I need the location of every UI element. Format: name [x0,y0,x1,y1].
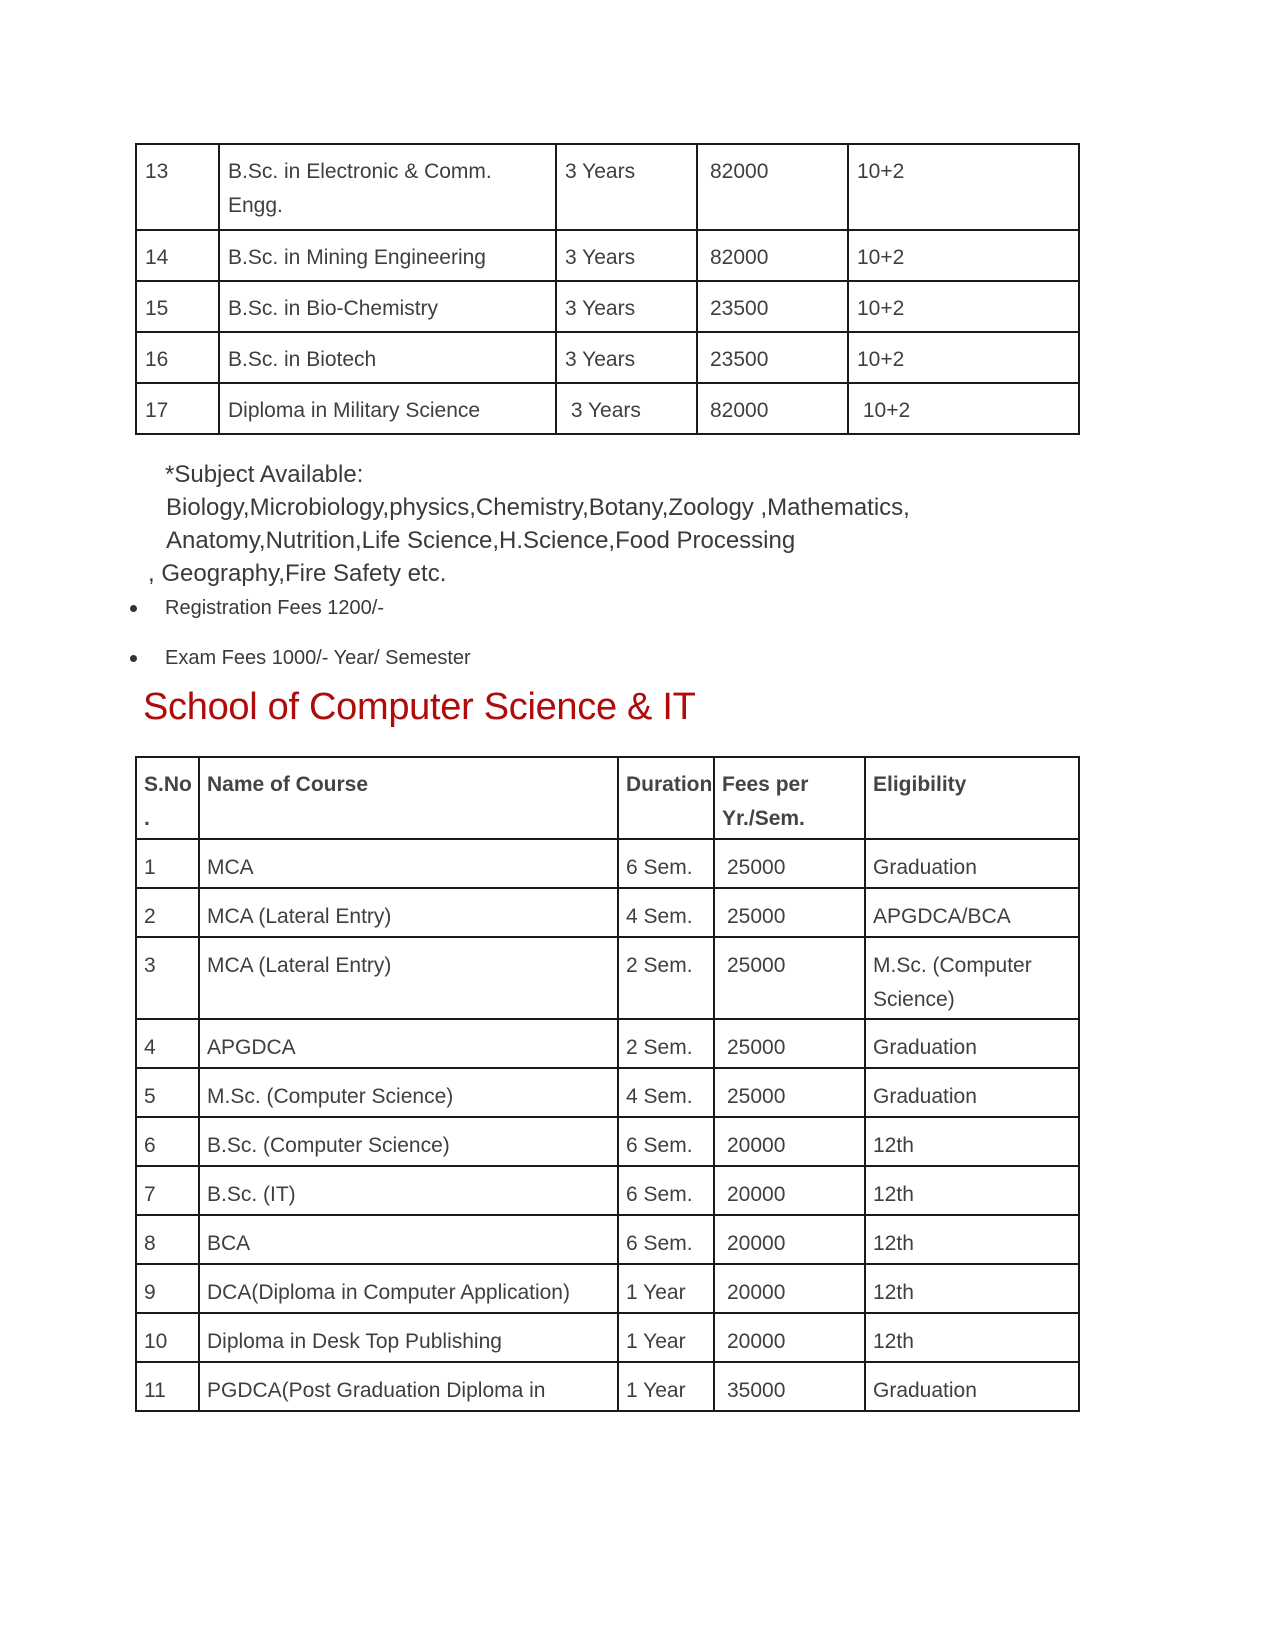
course-duration: 6 Sem. [618,839,714,888]
serial-number: 8 [136,1215,199,1264]
table-row [136,1068,1079,1117]
course-name: B.Sc. in Electronic & Comm. Engg. [219,144,556,230]
table-row [136,230,1079,281]
table-row [136,1117,1079,1166]
course-name: Diploma in Military Science [219,383,556,434]
table-row [136,1264,1079,1313]
subjects-line: Anatomy,Nutrition,Life Science,H.Science,Food Processing [166,527,796,554]
course-eligibility: 10+2 [848,230,1079,281]
course-eligibility: M.Sc. (Computer Science) [865,937,1079,1019]
course-fees: 20000 [714,1215,865,1264]
serial-number: 5 [136,1068,199,1117]
course-duration: 1 Year [618,1362,714,1411]
course-fees: 20000 [714,1313,865,1362]
course-duration: 2 Sem. [618,937,714,1019]
course-name: B.Sc. in Bio-Chemistry [219,281,556,332]
list-item [128,595,471,645]
course-eligibility: Graduation [865,1019,1079,1068]
course-duration: 1 Year [618,1313,714,1362]
course-eligibility: Graduation [865,1362,1079,1411]
course-eligibility: 12th [865,1264,1079,1313]
course-eligibility: 10+2 [848,332,1079,383]
course-duration: 3 Years [556,144,697,230]
course-fees: 23500 [697,332,848,383]
serial-number: 15 [136,281,219,332]
course-fees: 25000 [714,937,865,1019]
course-fees: 25000 [714,1068,865,1117]
course-fees: 82000 [697,383,848,434]
serial-number: 7 [136,1166,199,1215]
subjects-available-note [148,458,1048,590]
course-duration: 3 Years [556,281,697,332]
course-name: MCA (Lateral Entry) [199,888,618,937]
course-name: Diploma in Desk Top Publishing [199,1313,618,1362]
header-fees: Fees per Yr./Sem. [714,757,865,839]
table-row [136,1166,1079,1215]
subjects-heading: *Subject Available: [165,461,364,488]
course-name: APGDCA [199,1019,618,1068]
serial-number: 14 [136,230,219,281]
course-eligibility: 12th [865,1215,1079,1264]
header-course-name: Name of Course [199,757,618,839]
course-eligibility: 10+2 [848,281,1079,332]
course-name: DCA(Diploma in Computer Application) [199,1264,618,1313]
course-eligibility: 12th [865,1166,1079,1215]
table-row [136,1215,1079,1264]
computer-science-courses-table [135,756,1080,1412]
course-eligibility: Graduation [865,839,1079,888]
course-name: B.Sc. (IT) [199,1166,618,1215]
fees-notes-list [128,595,471,695]
course-duration: 6 Sem. [618,1166,714,1215]
course-fees: 25000 [714,1019,865,1068]
serial-number: 2 [136,888,199,937]
exam-fees-note: Exam Fees 1000/- Year/ Semester [165,647,471,669]
table-row [136,383,1079,434]
course-duration: 4 Sem. [618,1068,714,1117]
table-row [136,1313,1079,1362]
serial-number: 4 [136,1019,199,1068]
serial-number: 17 [136,383,219,434]
table-row [136,281,1079,332]
bullet-icon [130,605,137,612]
table-row [136,1362,1079,1411]
serial-number: 13 [136,144,219,230]
serial-number: 3 [136,937,199,1019]
serial-number: 10 [136,1313,199,1362]
course-eligibility: 12th [865,1117,1079,1166]
course-fees: 35000 [714,1362,865,1411]
serial-number: 11 [136,1362,199,1411]
course-eligibility: 10+2 [848,144,1079,230]
bullet-icon [130,655,137,662]
course-name: B.Sc. (Computer Science) [199,1117,618,1166]
course-name: M.Sc. (Computer Science) [199,1068,618,1117]
course-fees: 20000 [714,1166,865,1215]
course-name: B.Sc. in Biotech [219,332,556,383]
courses-table-continued [135,143,1080,435]
course-fees: 23500 [697,281,848,332]
table-header-row [136,757,1079,839]
course-eligibility: APGDCA/BCA [865,888,1079,937]
course-duration: 3 Years [556,332,697,383]
subjects-line: , Geography,Fire Safety etc. [148,560,447,587]
course-name: MCA (Lateral Entry) [199,937,618,1019]
course-fees: 82000 [697,230,848,281]
serial-number: 9 [136,1264,199,1313]
course-duration: 2 Sem. [618,1019,714,1068]
course-name: BCA [199,1215,618,1264]
course-name: B.Sc. in Mining Engineering [219,230,556,281]
course-fees: 25000 [714,888,865,937]
course-duration: 3 Years [556,383,697,434]
serial-number: 1 [136,839,199,888]
serial-number: 16 [136,332,219,383]
course-fees: 20000 [714,1264,865,1313]
table-row [136,839,1079,888]
registration-fees-note: Registration Fees 1200/- [165,597,385,619]
table-row [136,332,1079,383]
header-duration: Duration [618,757,714,839]
course-eligibility: 12th [865,1313,1079,1362]
course-eligibility: Graduation [865,1068,1079,1117]
header-sno: S.No . [136,757,199,839]
course-duration: 3 Years [556,230,697,281]
course-fees: 82000 [697,144,848,230]
course-eligibility: 10+2 [848,383,1079,434]
table-row [136,888,1079,937]
course-name: PGDCA(Post Graduation Diploma in [199,1362,618,1411]
table-row [136,1019,1079,1068]
table-row [136,937,1079,1019]
course-duration: 6 Sem. [618,1117,714,1166]
course-duration: 6 Sem. [618,1215,714,1264]
course-duration: 4 Sem. [618,888,714,937]
serial-number: 6 [136,1117,199,1166]
subjects-line: Biology,Microbiology,physics,Chemistry,Botany,Zoology ,Mathematics, [166,494,910,521]
section-heading: School of Computer Science & IT [143,686,696,728]
header-eligibility: Eligibility [865,757,1079,839]
table-row [136,144,1079,230]
course-name: MCA [199,839,618,888]
course-fees: 25000 [714,839,865,888]
course-fees: 20000 [714,1117,865,1166]
course-duration: 1 Year [618,1264,714,1313]
